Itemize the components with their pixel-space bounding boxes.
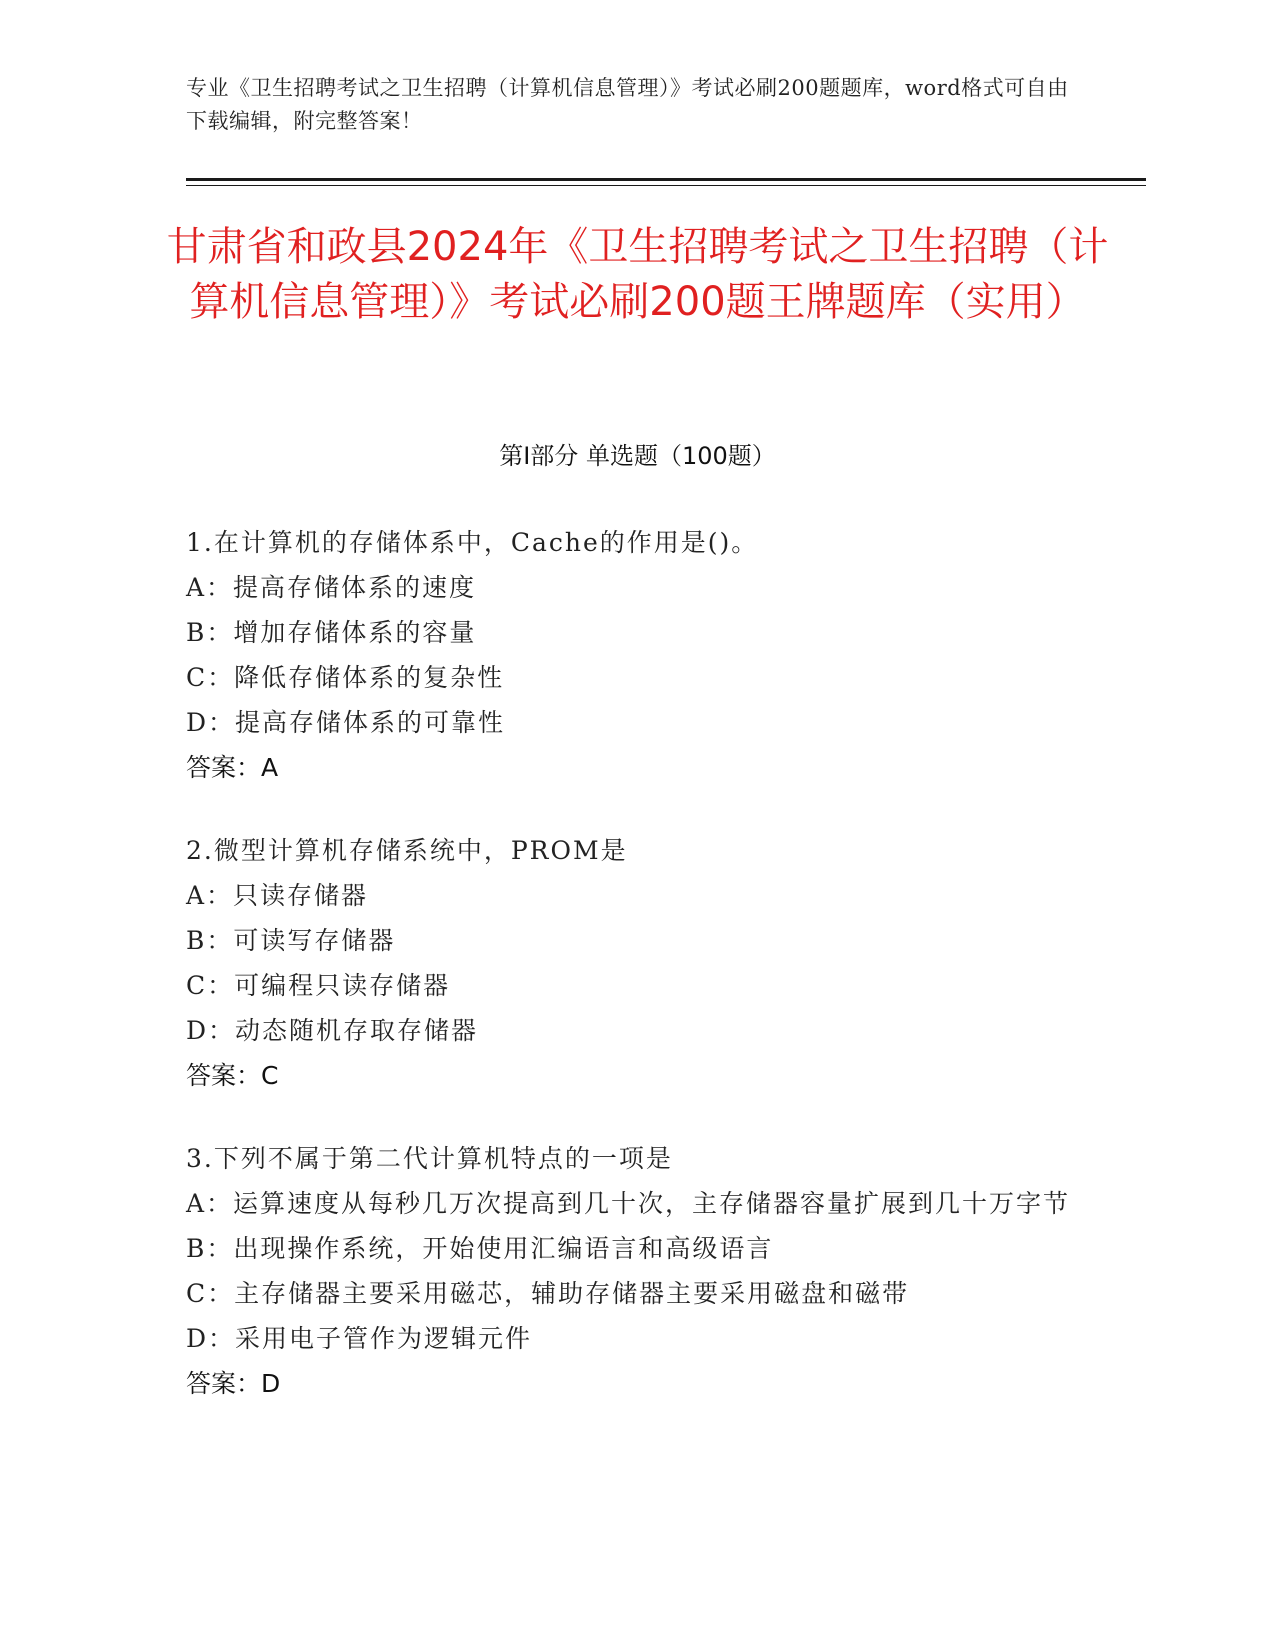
option-d: D：提高存储体系的可靠性 — [186, 708, 506, 737]
question-list — [186, 520, 1086, 1444]
answer: 答案：C — [186, 1061, 279, 1090]
option-a: A：只读存储器 — [186, 881, 369, 910]
header-divider-thick — [186, 178, 1146, 181]
answer: 答案：A — [186, 753, 279, 782]
option-d: D：采用电子管作为逻辑元件 — [186, 1324, 533, 1353]
question-stem: 3.下列不属于第二代计算机特点的一项是 — [186, 1144, 673, 1173]
option-c: C：降低存储体系的复杂性 — [186, 663, 505, 692]
question-1 — [186, 520, 1086, 790]
option-c: C：主存储器主要采用磁芯，辅助存储器主要采用磁盘和磁带 — [186, 1279, 910, 1308]
question-2 — [186, 828, 1086, 1098]
question-stem: 1.在计算机的存储体系中，Cache的作用是()。 — [186, 528, 759, 557]
option-c: C：可编程只读存储器 — [186, 971, 451, 1000]
section-heading: 第Ⅰ部分 单选题（100题） — [499, 442, 776, 470]
intro-text: 专业《卫生招聘考试之卫生招聘（计算机信息管理）》考试必刷200题题库，word格式可自由下载编辑，附完整答案！ — [186, 76, 1069, 133]
option-b: B：增加存储体系的容量 — [186, 618, 477, 647]
option-d: D：动态随机存取存储器 — [186, 1016, 479, 1045]
option-b: B：可读写存储器 — [186, 926, 396, 955]
answer: 答案：D — [186, 1369, 281, 1398]
document-title: 甘肃省和政县2024年《卫生招聘考试之卫生招聘（计算机信息管理）》考试必刷200题王牌题库（实用） — [166, 224, 1109, 325]
header-divider-thin — [186, 185, 1146, 186]
option-a: A：运算速度从每秒几万次提高到几十次，主存储器容量扩展到几十万字节 — [186, 1189, 1071, 1218]
question-3 — [186, 1136, 1086, 1406]
option-a: A：提高存储体系的速度 — [186, 573, 477, 602]
option-b: B：出现操作系统，开始使用汇编语言和高级语言 — [186, 1234, 774, 1263]
question-stem: 2.微型计算机存储系统中，PROM是 — [186, 836, 628, 865]
